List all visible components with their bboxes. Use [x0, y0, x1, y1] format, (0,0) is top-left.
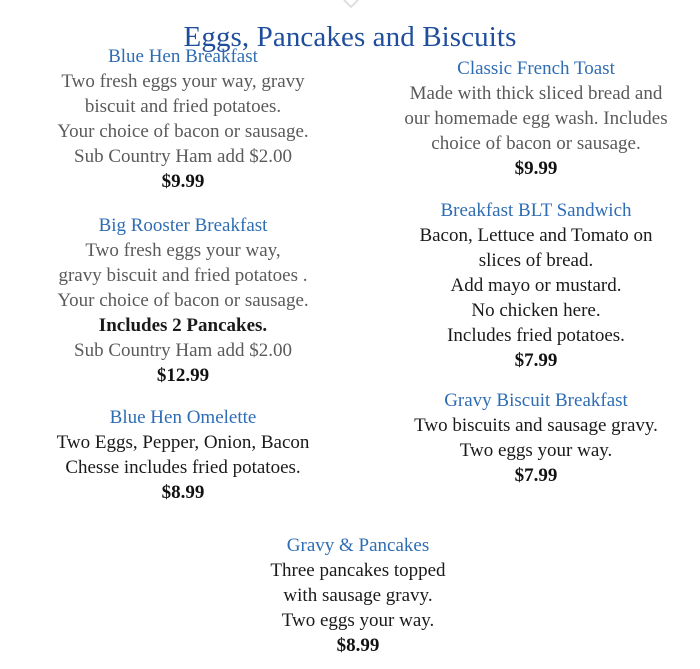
menu-item-price: $9.99 — [514, 158, 558, 179]
menu-item-description — [372, 81, 700, 156]
menu-item-description-line: Two fresh eggs your way, — [85, 240, 281, 261]
menu-item-description-line: Made with thick sliced bread and — [409, 83, 663, 104]
menu-item-price: $12.99 — [156, 365, 210, 386]
menu-item-description-line: Your choice of bacon or sausage. — [57, 290, 309, 311]
menu-item-description-line: Add mayo or mustard. — [450, 275, 622, 296]
menu-item-description-line: Your choice of bacon or sausage. — [57, 121, 309, 142]
menu-item-description-line: Two Eggs, Pepper, Onion, Bacon — [56, 432, 310, 453]
menu-item-description-line: Two eggs your way. — [459, 440, 613, 461]
menu-item-description — [372, 223, 700, 348]
menu-item-name: Breakfast BLT Sandwich — [440, 200, 632, 221]
menu-item-description-line: Chesse includes fried potatoes. — [65, 457, 301, 478]
menu-item-name: Gravy & Pancakes — [286, 535, 430, 556]
menu-item-description — [372, 413, 700, 463]
menu-item-name: Blue Hen Breakfast — [108, 46, 258, 67]
menu-item-description-line: Three pancakes topped — [270, 560, 446, 581]
menu-item — [10, 405, 356, 506]
menu-item-description-line: Includes 2 Pancakes. — [98, 315, 268, 336]
menu-item-description-line: biscuit and fried potatoes. — [84, 96, 282, 117]
menu-item-description-line: choice of bacon or sausage. — [431, 133, 641, 154]
menu-item-description-line: Two biscuits and sausage gravy. — [414, 415, 658, 436]
menu-item-description-line: slices of bread. — [478, 250, 594, 271]
menu-item-description-line: Two fresh eggs your way, gravy — [61, 71, 305, 92]
menu-item — [372, 56, 700, 182]
menu-item-description — [10, 69, 356, 169]
menu-item-name: Gravy Biscuit Breakfast — [444, 390, 628, 411]
menu-item-name: Big Rooster Breakfast — [98, 215, 268, 236]
menu-item-description-line: Two eggs your way. — [281, 610, 435, 631]
menu-item-description-line: Bacon, Lettuce and Tomato on — [419, 225, 653, 246]
menu-item-description-line: our homemade egg wash. Includes — [404, 108, 668, 129]
menu-item — [372, 198, 700, 374]
chevron-down-icon — [343, 0, 359, 9]
menu-item-description — [196, 558, 520, 633]
menu-item-name: Classic French Toast — [457, 58, 615, 79]
menu-item-price: $7.99 — [514, 350, 558, 371]
menu-column-bottom — [196, 533, 520, 659]
menu-item — [10, 213, 356, 389]
menu-item-name: Blue Hen Omelette — [109, 407, 257, 428]
menu-item — [10, 44, 356, 195]
menu-item-description-line: No chicken here. — [471, 300, 601, 321]
menu-item-description — [10, 238, 356, 363]
menu-item-price: $7.99 — [514, 465, 558, 486]
menu-item-description-line: Sub Country Ham add $2.00 — [74, 340, 292, 361]
menu-item-price: $9.99 — [161, 171, 205, 192]
menu-item-description-line: with sausage gravy. — [283, 585, 433, 606]
menu-item-description-line: gravy biscuit and fried potatoes . — [58, 265, 308, 286]
menu-item-description-line: Sub Country Ham add $2.00 — [74, 146, 292, 167]
menu-column-left — [10, 44, 356, 506]
page-title: Eggs, Pancakes and Biscuits — [183, 21, 517, 54]
menu-item-price: $8.99 — [161, 482, 205, 503]
menu-column-right — [372, 56, 700, 489]
menu-item-price: $8.99 — [336, 635, 380, 656]
menu-item — [372, 388, 700, 489]
menu-item — [196, 533, 520, 659]
menu-item-description-line: Includes fried potatoes. — [447, 325, 625, 346]
menu-item-description — [10, 430, 356, 480]
